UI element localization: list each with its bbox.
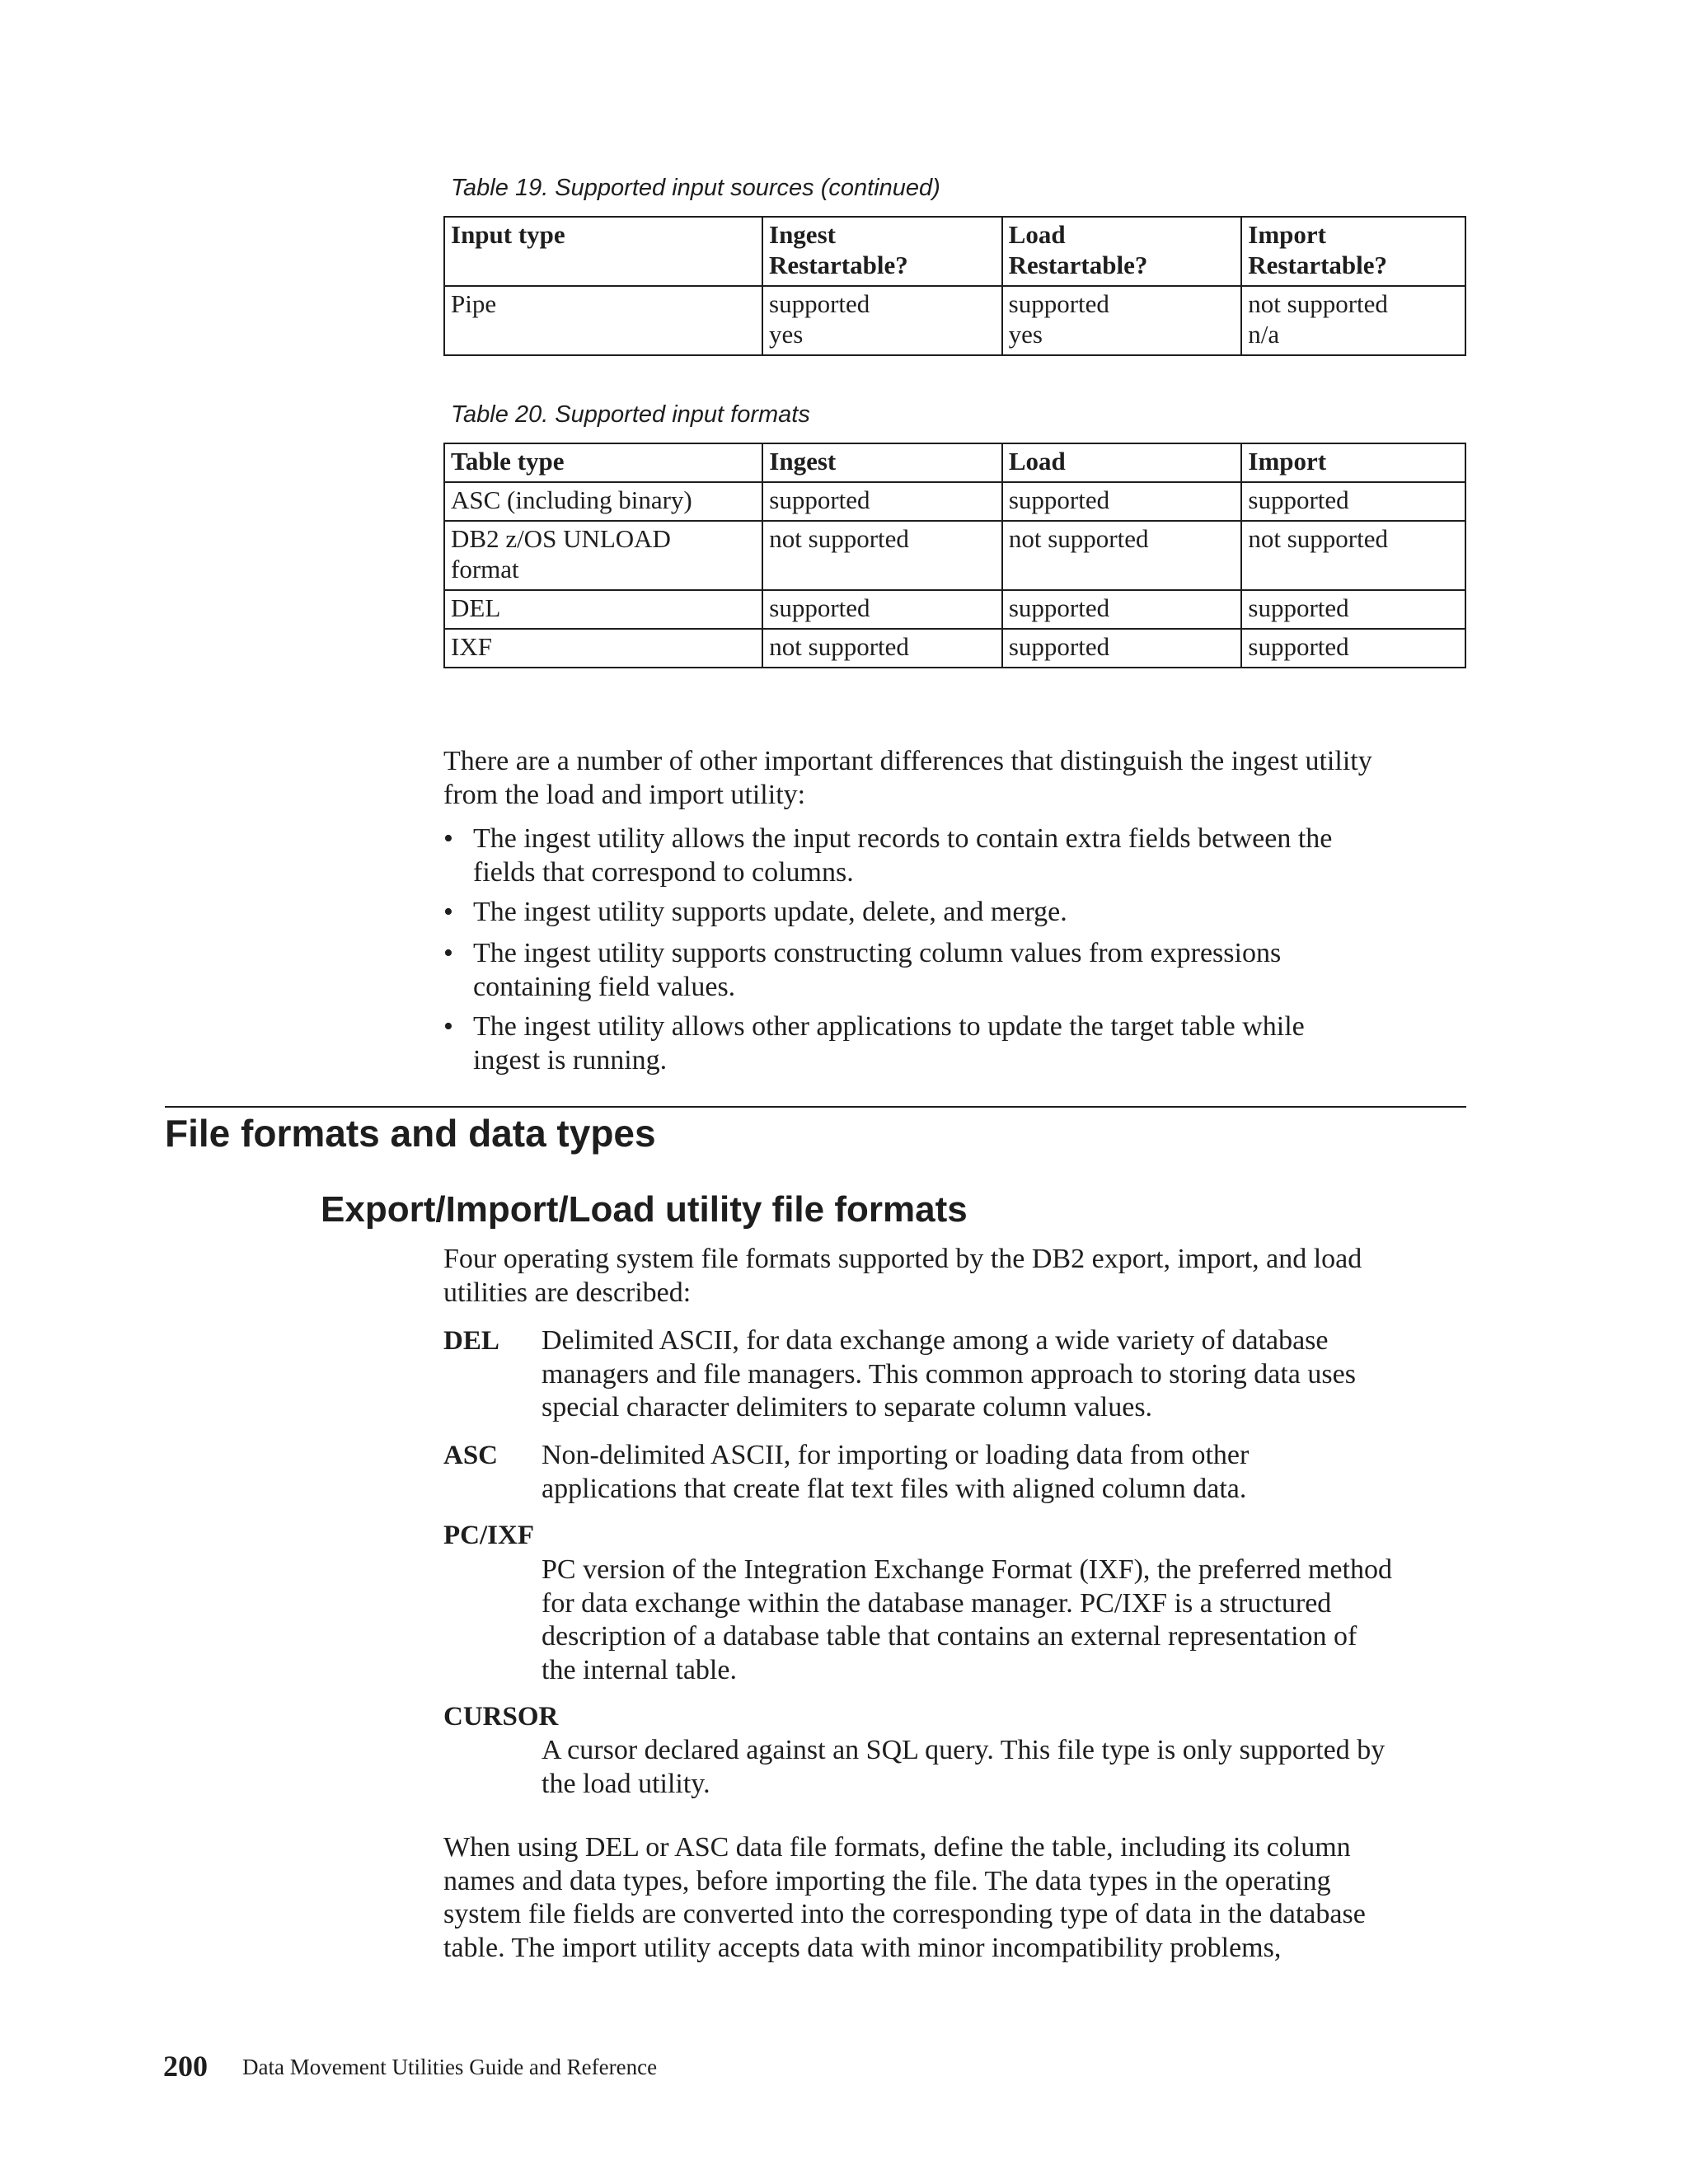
table-20 — [443, 443, 1466, 668]
table-row — [444, 521, 1465, 590]
table-cell: Pipe — [444, 286, 762, 355]
header-load-restartable: Load Restartable? — [1002, 217, 1242, 286]
table-cell: not supported — [762, 521, 1002, 590]
table-cell: supported — [1241, 629, 1465, 668]
table-cell: supported — [1002, 590, 1242, 629]
table-row — [444, 482, 1465, 521]
list-item: The ingest utility allows other applications to update the target table while ingest is running. — [473, 1011, 1305, 1076]
table-header-row — [444, 443, 1465, 482]
term-del: DEL — [443, 1326, 499, 1356]
table-cell: DEL — [444, 590, 762, 629]
table-row — [444, 629, 1465, 668]
header-ingest-restartable: Ingest Restartable? — [762, 217, 1002, 286]
term-pc-ixf: PC/IXF — [443, 1521, 534, 1550]
term-asc: ASC — [443, 1441, 499, 1470]
section-heading: File formats and data types — [165, 1112, 656, 1155]
table-19-caption: Table 19. Supported input sources (continued) — [451, 175, 940, 201]
bullet-icon: • — [443, 1011, 453, 1042]
bullet-icon: • — [443, 897, 453, 927]
table-cell: not supported n/a — [1241, 286, 1465, 355]
subsection-heading: Export/Import/Load utility file formats — [321, 1189, 968, 1230]
table-cell: ASC (including binary) — [444, 482, 762, 521]
closing-paragraph: When using DEL or ASC data file formats, define the table, including its column names and data types, before importing the file. The data types in the operating system file fields are converted into the corresponding type of data in the database table. The import utility accepts data with minor incompatibility problems, — [443, 1832, 1366, 1963]
table-cell: supported yes — [762, 286, 1002, 355]
bullet-icon: • — [443, 938, 453, 968]
section-rule — [165, 1106, 1466, 1108]
bullet-icon: • — [443, 823, 453, 854]
header-ingest: Ingest — [762, 443, 1002, 482]
list-item: The ingest utility allows the input records to contain extra fields between the fields that correspond to columns. — [473, 823, 1333, 888]
page-number: 200 — [163, 2050, 208, 2083]
table-cell: DB2 z/OS UNLOAD format — [444, 521, 762, 590]
differences-intro: There are a number of other important differences that distinguish the ingest utility from the load and import utility: — [443, 746, 1372, 810]
header-import-restartable: Import Restartable? — [1241, 217, 1465, 286]
header-table-type: Table type — [444, 443, 762, 482]
header-import: Import — [1241, 443, 1465, 482]
table-cell: IXF — [444, 629, 762, 668]
footer-title: Data Movement Utilities Guide and Reference — [242, 2055, 658, 2079]
table-19 — [443, 216, 1466, 356]
table-cell: not supported — [1241, 521, 1465, 590]
list-item: The ingest utility supports constructing column values from expressions containing field values. — [473, 938, 1282, 1002]
definition-del: Delimited ASCII, for data exchange among a wide variety of database managers and file managers. This common approach to storing data uses special character delimiters to separate column values. — [542, 1325, 1356, 1422]
header-load: Load — [1002, 443, 1242, 482]
table-cell: supported — [1002, 482, 1242, 521]
table-cell: supported — [762, 482, 1002, 521]
table-header-row — [444, 217, 1465, 286]
table-cell: supported — [1241, 482, 1465, 521]
term-cursor: CURSOR — [443, 1702, 559, 1732]
definition-pc-ixf: PC version of the Integration Exchange Format (IXF), the preferred method for data exchange within the database manager. PC/IXF is a structured description of a database table that contains an external representation of the internal table. — [542, 1554, 1392, 1685]
formats-intro: Four operating system file formats supported by the DB2 export, import, and load utilities are described: — [443, 1244, 1362, 1308]
header-input-type: Input type — [444, 217, 762, 286]
table-row — [444, 590, 1465, 629]
table-cell: not supported — [762, 629, 1002, 668]
table-20-caption: Table 20. Supported input formats — [451, 401, 810, 428]
list-item: The ingest utility supports update, delete, and merge. — [473, 897, 1067, 927]
table-row — [444, 286, 1465, 355]
definition-asc: Non-delimited ASCII, for importing or loading data from other applications that create flat text files with aligned column data. — [542, 1440, 1250, 1504]
table-cell: supported yes — [1002, 286, 1242, 355]
table-cell: supported — [1241, 590, 1465, 629]
table-cell: supported — [762, 590, 1002, 629]
table-cell: supported — [1002, 629, 1242, 668]
definition-cursor: A cursor declared against an SQL query. This file type is only supported by the load utility. — [542, 1735, 1386, 1799]
table-cell: not supported — [1002, 521, 1242, 590]
